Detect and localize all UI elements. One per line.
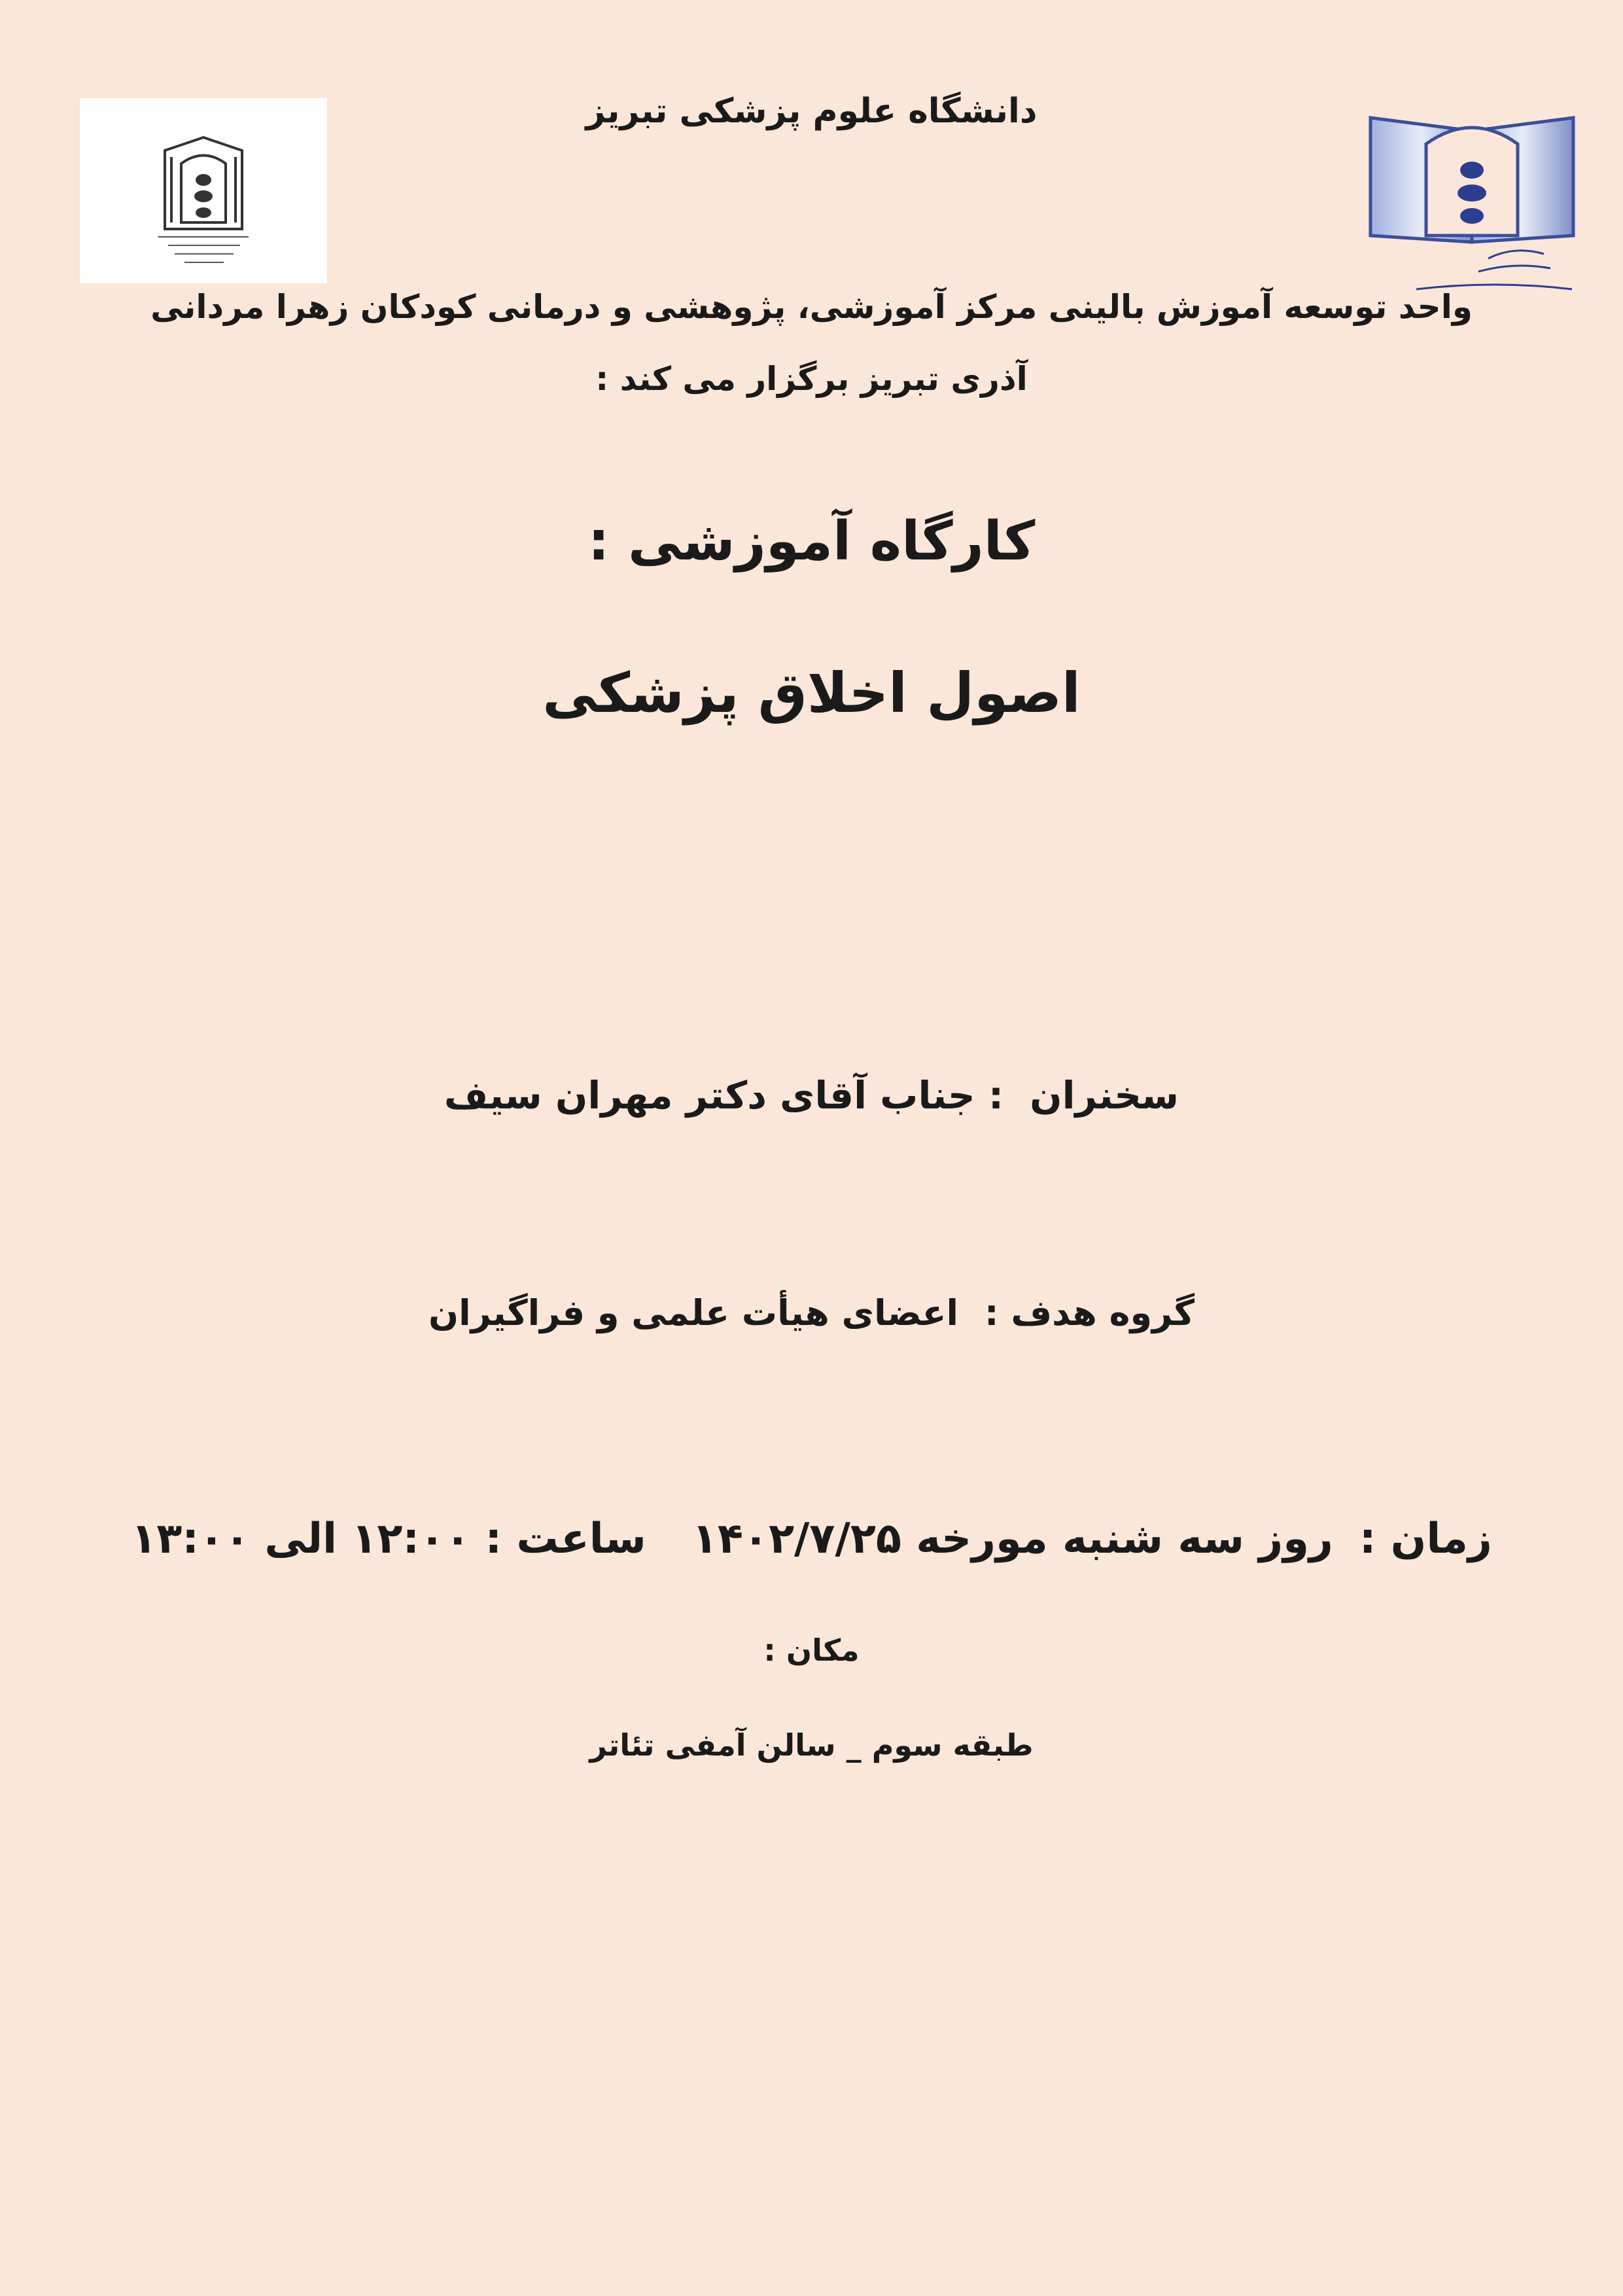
target-group-value: اعضای هیأت علمی و فراگیران bbox=[428, 1292, 959, 1333]
place-label: مکان : bbox=[763, 1633, 860, 1668]
organizer-line-2: آذری تبریز برگزار می کند : bbox=[595, 360, 1028, 398]
university-logo bbox=[1364, 105, 1580, 304]
workshop-title: اصول اخلاق پزشکی bbox=[542, 661, 1081, 725]
time-label: زمان : bbox=[1359, 1515, 1492, 1563]
time-day: روز سه شنبه مورخه ۱۴۰۲/۷/۲۵ bbox=[691, 1515, 1333, 1563]
target-group-row bbox=[0, 1292, 1623, 1333]
target-group-label: گروه هدف : bbox=[985, 1292, 1195, 1333]
speaker-value: : جناب آقای دکتر مهران سیف bbox=[444, 1073, 1004, 1118]
university-name: دانشگاه علوم پزشکی تبریز bbox=[585, 92, 1038, 131]
speaker-label: سخنران bbox=[1030, 1073, 1179, 1118]
speaker-row bbox=[0, 1073, 1623, 1118]
place-value: طبقه سوم _ سالن آمفی تئاتر bbox=[589, 1727, 1034, 1763]
workshop-heading: کارگاه آموزشی : bbox=[587, 510, 1036, 573]
organizer-line-1: واحد توسعه آموزش بالینی مرکز آموزشی، پژوهشی و درمانی کودکان زهرا مردانی bbox=[150, 288, 1473, 326]
time-row bbox=[0, 1515, 1623, 1563]
university-logo-icon bbox=[1364, 105, 1580, 304]
time-hours: ساعت : ۱۲:۰۰ الی ۱۳:۰۰ bbox=[131, 1515, 646, 1563]
